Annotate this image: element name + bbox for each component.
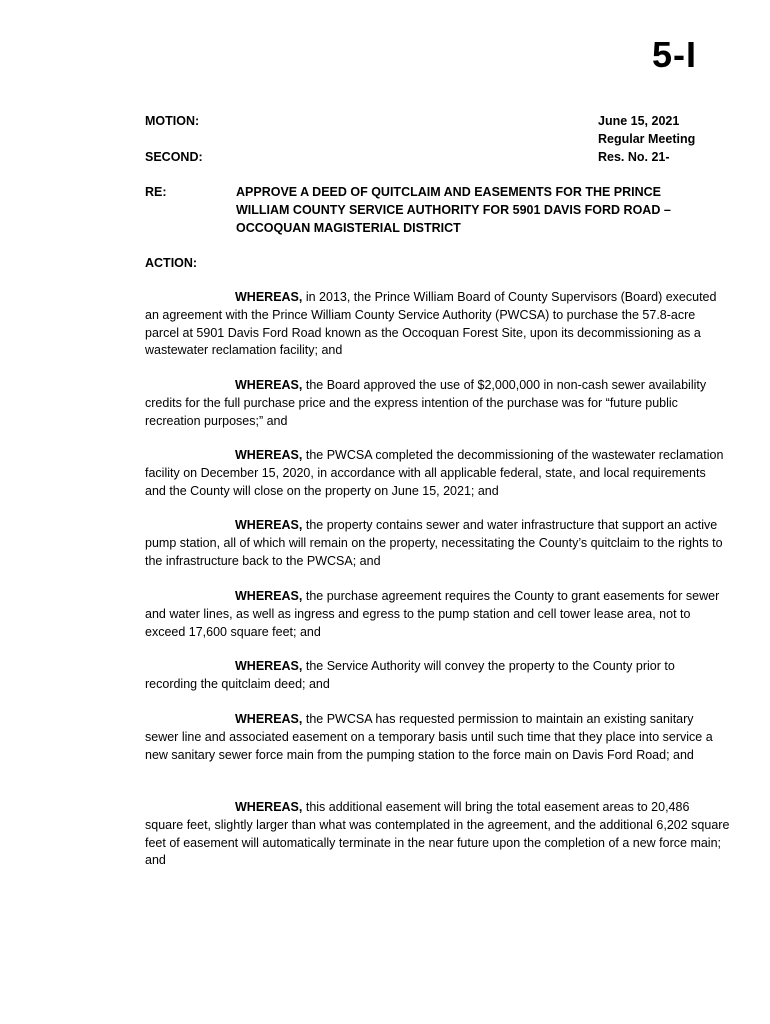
whereas-paragraph [145,711,730,764]
meeting-date: June 15, 2021 [598,114,680,128]
meeting-type: Regular Meeting [598,132,696,146]
paragraph-text: in 2013, the Prince William Board of County Supervisors (Board) executed an agreement with the Prince William County Service Authority (PWCSA) to purchase the 57.8-acre parcel at 5901 Davis Ford Road known as the Occoquan Forest Site, upon its decommissioning as a wastewater reclamation facility; and [145,290,717,358]
whereas-keyword: WHEREAS, [235,448,303,462]
re-label: RE: [145,185,167,199]
paragraph-text: the PWCSA has requested permission to maintain an existing sanitary sewer line and associated easement on a temporary basis until such time that they place into service a new sanitary sewer force main from the pumping station to the force main on Davis Ford Road; and [145,712,713,762]
whereas-keyword: WHEREAS, [235,712,303,726]
action-label: ACTION: [145,256,198,270]
whereas-paragraph [145,447,730,500]
whereas-keyword: WHEREAS, [235,589,303,603]
whereas-keyword: WHEREAS, [235,800,303,814]
whereas-keyword: WHEREAS, [235,659,303,673]
paragraph-text: this additional easement will bring the total easement areas to 20,486 square feet, slightly larger than what was contemplated in the agreement, and the additional 6,202 square feet of easement will automatically terminate in the near future upon the completion of a new force main; and [145,800,730,868]
whereas-paragraph [145,289,730,360]
paragraph-text: the Board approved the use of $2,000,000 in non-cash sewer availability credits for the full purchase price and the express intention of the purchase was for “future public recreation purposes;” and [145,378,707,428]
re-subject: APPROVE A DEED OF QUITCLAIM AND EASEMENTS FOR THE PRINCE WILLIAM COUNTY SERVICE AUTHORITY FOR 5901 DAVIS FORD ROAD – OCCOQUAN MAGISTERIAL DISTRICT [236,185,671,235]
agenda-item-number: 5-I [652,34,698,75]
whereas-paragraph [145,377,730,430]
paragraph-text: the PWCSA completed the decommissioning of the wastewater reclamation facility on December 15, 2020, in accordance with all applicable federal, state, and local requirements and the County will close on the property on June 15, 2021; and [145,448,724,498]
resolution-number: Res. No. 21- [598,150,670,164]
paragraph-text: the property contains sewer and water infrastructure that support an active pump station, all of which will remain on the property, necessitating the County’s quitclaim to the rights to the infrastructure back to the PWCSA; and [145,518,723,568]
whereas-keyword: WHEREAS, [235,290,303,304]
whereas-keyword: WHEREAS, [235,378,303,392]
motion-label: MOTION: [145,114,200,128]
whereas-keyword: WHEREAS, [235,518,303,532]
paragraph-text: the purchase agreement requires the County to grant easements for sewer and water lines, as well as ingress and egress to the pump station and cell tower lease area, not to exceed 17,600 square feet; and [145,589,720,639]
meeting-info-block [598,112,695,166]
whereas-paragraph [145,799,730,870]
paragraph-text: the Service Authority will convey the property to the County prior to recording the quitclaim deed; and [145,659,675,691]
whereas-paragraph [145,517,730,570]
whereas-paragraph [145,658,730,694]
second-label: SECOND: [145,150,203,164]
whereas-paragraph [145,588,730,641]
